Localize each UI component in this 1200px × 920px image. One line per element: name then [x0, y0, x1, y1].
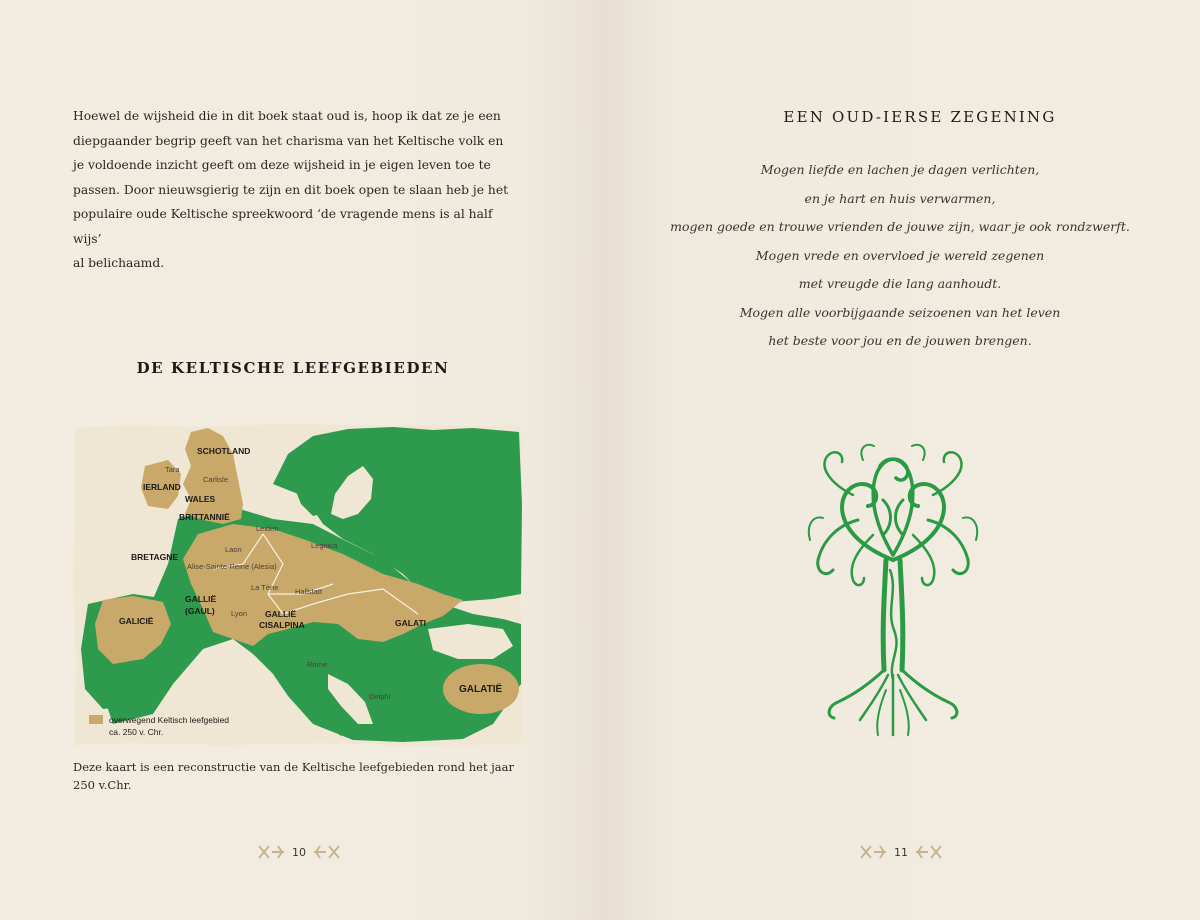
intro-line: diepgaander begrip geeft van het charisma van het Keltische volk en [73, 133, 504, 148]
knot-ornament-icon [312, 842, 342, 862]
intro-line: al belichaamd. [73, 256, 165, 270]
intro-line: passen. Door nieuwsgierig te zijn en dit boek open te slaan heb je het [73, 182, 509, 197]
region-label-gaul: (GAUL) [185, 606, 215, 616]
region-label-galati: GALATI [395, 618, 427, 628]
place-legnica: Legnica [311, 541, 338, 550]
place-leiden: Leiden [256, 524, 279, 533]
caption-line: Deze kaart is een reconstructie van de Keltische leefgebieden rond het jaar [73, 760, 515, 774]
place-carlisle: Carlisle [203, 475, 229, 484]
knot-ornament-icon [858, 842, 888, 862]
section-title: DE KELTISCHE LEEFGEBIEDEN [136, 359, 450, 377]
page-number-left [256, 842, 342, 862]
region-label-cisalpina-1: GALLIË [265, 609, 297, 619]
right-page [600, 0, 1200, 920]
region-label-schotland: SCHOTLAND [197, 446, 251, 456]
celtic-territories-map [73, 424, 523, 746]
region-label-bretagne: BRETAGNE [131, 552, 179, 562]
place-lyon: Lyon [231, 609, 247, 618]
place-hallstatt: Hallstatt [295, 587, 323, 596]
intro-line: je voldoende inzicht geeft om deze wijsheid in je eigen leven toe te [73, 158, 491, 172]
region-label-brittannie: BRITTANNIË [179, 512, 230, 522]
region-label-galatie: GALATIË [459, 684, 503, 695]
intro-paragraph [73, 104, 513, 276]
page-number: 11 [894, 845, 908, 859]
region-label-ierland: IERLAND [143, 482, 181, 492]
poem-line: Mogen liefde en lachen je dagen verlichten, [760, 162, 1040, 177]
blessing-poem [650, 156, 1150, 356]
caption-line: 250 v.Chr. [73, 778, 132, 792]
place-tara: Tara [165, 465, 180, 474]
poem-line: Mogen alle voorbijgaande seizoenen van het leven [739, 304, 1061, 320]
poem-line: het beste voor jou en de jouwen brengen. [768, 333, 1032, 348]
celtic-tree-of-life-icon [798, 440, 988, 740]
place-delphi: Delphi [369, 692, 391, 701]
knot-ornament-icon [256, 842, 286, 862]
poem-line: met vreugde die lang aanhoudt. [798, 276, 1002, 291]
intro-line: populaire oude Keltische spreekwoord ‘de vragende mens is al half wijs’ [73, 207, 493, 246]
poem-line: mogen goede en trouwe vrienden de jouwe zijn, waar je ook rondzwerft. [670, 219, 1130, 234]
page-number: 10 [292, 845, 306, 859]
region-label-cisalpina-2: CISALPINA [259, 620, 305, 630]
intro-line: Hoewel de wijsheid die in dit boek staat oud is, hoop ik dat ze je een [73, 109, 501, 123]
region-label-wales: WALES [185, 494, 216, 504]
legend-swatch [89, 715, 103, 724]
legend-line-2: ca. 250 v. Chr. [109, 727, 164, 737]
place-alesia: Alise-Sainte-Reine (Alesia) [187, 562, 277, 571]
place-rome: Rome [307, 660, 328, 669]
place-laon: Laon [225, 545, 242, 554]
knot-ornament-icon [914, 842, 944, 862]
poem-line: Mogen vrede en overvloed je wereld zegenen [755, 247, 1045, 263]
poem-line: en je hart en huis verwarmen, [804, 190, 996, 206]
legend-line-1: overwegend Keltisch leefgebied [109, 715, 230, 725]
region-label-galicie: GALICIË [119, 616, 154, 626]
region-label-gallie: GALLIË [185, 594, 217, 604]
blessing-title: EEN OUD-IERSE ZEGENING [783, 108, 1057, 126]
map-caption [73, 758, 523, 794]
place-la-tene: La Tène [251, 583, 279, 592]
page-number-right [858, 842, 944, 862]
